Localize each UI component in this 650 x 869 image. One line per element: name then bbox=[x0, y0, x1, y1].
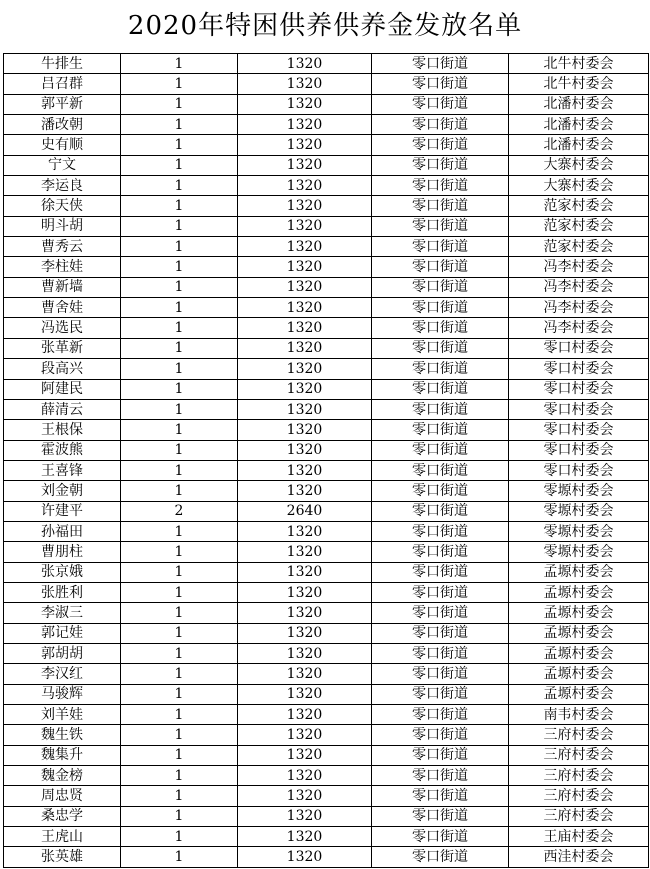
count-cell: 1 bbox=[121, 318, 238, 338]
table-row bbox=[4, 705, 649, 725]
street-cell: 零口街道 bbox=[372, 603, 509, 623]
street-cell: 零口街道 bbox=[372, 176, 509, 196]
name-cell: 明斗胡 bbox=[4, 216, 121, 236]
name-cell: 史有顺 bbox=[4, 135, 121, 155]
count-cell: 1 bbox=[121, 135, 238, 155]
village-cell: 冯李村委会 bbox=[509, 277, 649, 297]
street-cell: 零口街道 bbox=[372, 298, 509, 318]
street-cell: 零口街道 bbox=[372, 74, 509, 94]
recipient-table bbox=[3, 53, 649, 868]
village-cell: 北潘村委会 bbox=[509, 94, 649, 114]
name-cell: 段高兴 bbox=[4, 359, 121, 379]
village-cell: 零口村委会 bbox=[509, 420, 649, 440]
amount-cell: 1320 bbox=[238, 176, 372, 196]
count-cell: 1 bbox=[121, 440, 238, 460]
street-cell: 零口街道 bbox=[372, 196, 509, 216]
name-cell: 张革新 bbox=[4, 338, 121, 358]
street-cell: 零口街道 bbox=[372, 766, 509, 786]
table-row bbox=[4, 94, 649, 114]
amount-cell: 1320 bbox=[238, 827, 372, 847]
street-cell: 零口街道 bbox=[372, 440, 509, 460]
name-cell: 郭记娃 bbox=[4, 623, 121, 643]
count-cell: 1 bbox=[121, 115, 238, 135]
table-row bbox=[4, 582, 649, 602]
table-row bbox=[4, 745, 649, 765]
page-title: 2020年特困供养供养金发放名单 bbox=[127, 11, 523, 41]
table-row bbox=[4, 338, 649, 358]
table-row bbox=[4, 420, 649, 440]
count-cell: 1 bbox=[121, 338, 238, 358]
name-cell: 张胜利 bbox=[4, 582, 121, 602]
village-cell: 冯李村委会 bbox=[509, 257, 649, 277]
table-row bbox=[4, 176, 649, 196]
street-cell: 零口街道 bbox=[372, 155, 509, 175]
amount-cell: 1320 bbox=[238, 135, 372, 155]
count-cell: 1 bbox=[121, 562, 238, 582]
amount-cell: 1320 bbox=[238, 257, 372, 277]
village-cell: 零口村委会 bbox=[509, 379, 649, 399]
amount-cell: 1320 bbox=[238, 460, 372, 480]
street-cell: 零口街道 bbox=[372, 94, 509, 114]
village-cell: 冯李村委会 bbox=[509, 318, 649, 338]
name-cell: 宁文 bbox=[4, 155, 121, 175]
village-cell: 范家村委会 bbox=[509, 216, 649, 236]
name-cell: 魏金榜 bbox=[4, 766, 121, 786]
street-cell: 零口街道 bbox=[372, 725, 509, 745]
count-cell: 1 bbox=[121, 298, 238, 318]
table-row bbox=[4, 399, 649, 419]
name-cell: 魏集升 bbox=[4, 745, 121, 765]
name-cell: 李汉红 bbox=[4, 664, 121, 684]
table-row bbox=[4, 257, 649, 277]
count-cell: 1 bbox=[121, 664, 238, 684]
village-cell: 王庙村委会 bbox=[509, 827, 649, 847]
count-cell: 1 bbox=[121, 582, 238, 602]
village-cell: 零塬村委会 bbox=[509, 481, 649, 501]
name-cell: 马骏辉 bbox=[4, 684, 121, 704]
village-cell: 大寨村委会 bbox=[509, 176, 649, 196]
street-cell: 零口街道 bbox=[372, 216, 509, 236]
village-cell: 三府村委会 bbox=[509, 806, 649, 826]
amount-cell: 1320 bbox=[238, 521, 372, 541]
count-cell: 1 bbox=[121, 542, 238, 562]
village-cell: 三府村委会 bbox=[509, 786, 649, 806]
street-cell: 零口街道 bbox=[372, 501, 509, 521]
count-cell: 1 bbox=[121, 806, 238, 826]
street-cell: 零口街道 bbox=[372, 705, 509, 725]
amount-cell: 1320 bbox=[238, 766, 372, 786]
amount-cell: 1320 bbox=[238, 237, 372, 257]
amount-cell: 1320 bbox=[238, 440, 372, 460]
table-row bbox=[4, 623, 649, 643]
street-cell: 零口街道 bbox=[372, 135, 509, 155]
count-cell: 2 bbox=[121, 501, 238, 521]
table-row bbox=[4, 298, 649, 318]
village-cell: 范家村委会 bbox=[509, 237, 649, 257]
village-cell: 零口村委会 bbox=[509, 359, 649, 379]
table-row bbox=[4, 460, 649, 480]
recipient-table-body bbox=[4, 54, 649, 868]
count-cell: 1 bbox=[121, 257, 238, 277]
village-cell: 孟塬村委会 bbox=[509, 562, 649, 582]
name-cell: 吕召群 bbox=[4, 74, 121, 94]
amount-cell: 1320 bbox=[238, 562, 372, 582]
table-row bbox=[4, 562, 649, 582]
amount-cell: 1320 bbox=[238, 399, 372, 419]
village-cell: 北牛村委会 bbox=[509, 74, 649, 94]
count-cell: 1 bbox=[121, 237, 238, 257]
name-cell: 周忠贤 bbox=[4, 786, 121, 806]
name-cell: 薛清云 bbox=[4, 399, 121, 419]
street-cell: 零口街道 bbox=[372, 420, 509, 440]
count-cell: 1 bbox=[121, 481, 238, 501]
village-cell: 北潘村委会 bbox=[509, 135, 649, 155]
name-cell: 李柱娃 bbox=[4, 257, 121, 277]
table-row bbox=[4, 521, 649, 541]
village-cell: 零塬村委会 bbox=[509, 501, 649, 521]
count-cell: 1 bbox=[121, 786, 238, 806]
count-cell: 1 bbox=[121, 521, 238, 541]
count-cell: 1 bbox=[121, 847, 238, 867]
table-row bbox=[4, 115, 649, 135]
amount-cell: 1320 bbox=[238, 603, 372, 623]
count-cell: 1 bbox=[121, 196, 238, 216]
amount-cell: 1320 bbox=[238, 582, 372, 602]
name-cell: 刘金朝 bbox=[4, 481, 121, 501]
street-cell: 零口街道 bbox=[372, 582, 509, 602]
table-row bbox=[4, 827, 649, 847]
table-row bbox=[4, 216, 649, 236]
street-cell: 零口街道 bbox=[372, 664, 509, 684]
street-cell: 零口街道 bbox=[372, 379, 509, 399]
village-cell: 零口村委会 bbox=[509, 338, 649, 358]
village-cell: 孟塬村委会 bbox=[509, 582, 649, 602]
village-cell: 大寨村委会 bbox=[509, 155, 649, 175]
street-cell: 零口街道 bbox=[372, 481, 509, 501]
amount-cell: 1320 bbox=[238, 196, 372, 216]
name-cell: 李淑三 bbox=[4, 603, 121, 623]
village-cell: 孟塬村委会 bbox=[509, 684, 649, 704]
table-row bbox=[4, 135, 649, 155]
count-cell: 1 bbox=[121, 399, 238, 419]
street-cell: 零口街道 bbox=[372, 54, 509, 74]
name-cell: 曹秀云 bbox=[4, 237, 121, 257]
table-row bbox=[4, 54, 649, 74]
amount-cell: 1320 bbox=[238, 54, 372, 74]
village-cell: 三府村委会 bbox=[509, 745, 649, 765]
amount-cell: 1320 bbox=[238, 705, 372, 725]
amount-cell: 1320 bbox=[238, 338, 372, 358]
count-cell: 1 bbox=[121, 766, 238, 786]
village-cell: 孟塬村委会 bbox=[509, 664, 649, 684]
street-cell: 零口街道 bbox=[372, 399, 509, 419]
amount-cell: 1320 bbox=[238, 155, 372, 175]
table-row bbox=[4, 766, 649, 786]
table-row bbox=[4, 603, 649, 623]
name-cell: 李运良 bbox=[4, 176, 121, 196]
name-cell: 孙福田 bbox=[4, 521, 121, 541]
street-cell: 零口街道 bbox=[372, 542, 509, 562]
table-row bbox=[4, 196, 649, 216]
name-cell: 桑忠学 bbox=[4, 806, 121, 826]
name-cell: 潘改朝 bbox=[4, 115, 121, 135]
village-cell: 孟塬村委会 bbox=[509, 643, 649, 663]
street-cell: 零口街道 bbox=[372, 359, 509, 379]
street-cell: 零口街道 bbox=[372, 684, 509, 704]
village-cell: 孟塬村委会 bbox=[509, 603, 649, 623]
count-cell: 1 bbox=[121, 94, 238, 114]
count-cell: 1 bbox=[121, 705, 238, 725]
count-cell: 1 bbox=[121, 684, 238, 704]
name-cell: 魏生铁 bbox=[4, 725, 121, 745]
name-cell: 曹新墙 bbox=[4, 277, 121, 297]
amount-cell: 2640 bbox=[238, 501, 372, 521]
village-cell: 孟塬村委会 bbox=[509, 623, 649, 643]
street-cell: 零口街道 bbox=[372, 460, 509, 480]
amount-cell: 1320 bbox=[238, 74, 372, 94]
amount-cell: 1320 bbox=[238, 684, 372, 704]
amount-cell: 1320 bbox=[238, 643, 372, 663]
name-cell: 郭平新 bbox=[4, 94, 121, 114]
amount-cell: 1320 bbox=[238, 420, 372, 440]
table-row bbox=[4, 501, 649, 521]
name-cell: 张京娥 bbox=[4, 562, 121, 582]
street-cell: 零口街道 bbox=[372, 115, 509, 135]
table-row bbox=[4, 318, 649, 338]
table-row bbox=[4, 379, 649, 399]
street-cell: 零口街道 bbox=[372, 806, 509, 826]
count-cell: 1 bbox=[121, 827, 238, 847]
count-cell: 1 bbox=[121, 643, 238, 663]
amount-cell: 1320 bbox=[238, 216, 372, 236]
count-cell: 1 bbox=[121, 54, 238, 74]
village-cell: 三府村委会 bbox=[509, 725, 649, 745]
amount-cell: 1320 bbox=[238, 745, 372, 765]
street-cell: 零口街道 bbox=[372, 847, 509, 867]
amount-cell: 1320 bbox=[238, 786, 372, 806]
name-cell: 张英雄 bbox=[4, 847, 121, 867]
street-cell: 零口街道 bbox=[372, 318, 509, 338]
street-cell: 零口街道 bbox=[372, 521, 509, 541]
count-cell: 1 bbox=[121, 420, 238, 440]
table-row bbox=[4, 481, 649, 501]
village-cell: 南韦村委会 bbox=[509, 705, 649, 725]
count-cell: 1 bbox=[121, 216, 238, 236]
amount-cell: 1320 bbox=[238, 542, 372, 562]
street-cell: 零口街道 bbox=[372, 827, 509, 847]
street-cell: 零口街道 bbox=[372, 745, 509, 765]
village-cell: 北潘村委会 bbox=[509, 115, 649, 135]
street-cell: 零口街道 bbox=[372, 643, 509, 663]
village-cell: 零口村委会 bbox=[509, 440, 649, 460]
table-row bbox=[4, 74, 649, 94]
amount-cell: 1320 bbox=[238, 94, 372, 114]
count-cell: 1 bbox=[121, 176, 238, 196]
amount-cell: 1320 bbox=[238, 725, 372, 745]
amount-cell: 1320 bbox=[238, 298, 372, 318]
village-cell: 冯李村委会 bbox=[509, 298, 649, 318]
count-cell: 1 bbox=[121, 725, 238, 745]
table-row bbox=[4, 725, 649, 745]
amount-cell: 1320 bbox=[238, 359, 372, 379]
table-row bbox=[4, 237, 649, 257]
amount-cell: 1320 bbox=[238, 847, 372, 867]
village-cell: 北牛村委会 bbox=[509, 54, 649, 74]
name-cell: 王喜锋 bbox=[4, 460, 121, 480]
street-cell: 零口街道 bbox=[372, 338, 509, 358]
amount-cell: 1320 bbox=[238, 623, 372, 643]
amount-cell: 1320 bbox=[238, 481, 372, 501]
amount-cell: 1320 bbox=[238, 379, 372, 399]
count-cell: 1 bbox=[121, 623, 238, 643]
count-cell: 1 bbox=[121, 359, 238, 379]
name-cell: 王根保 bbox=[4, 420, 121, 440]
name-cell: 曹朋柱 bbox=[4, 542, 121, 562]
amount-cell: 1320 bbox=[238, 806, 372, 826]
count-cell: 1 bbox=[121, 74, 238, 94]
name-cell: 曹舍娃 bbox=[4, 298, 121, 318]
village-cell: 零塬村委会 bbox=[509, 521, 649, 541]
table-row bbox=[4, 359, 649, 379]
name-cell: 阿建民 bbox=[4, 379, 121, 399]
name-cell: 霍波熊 bbox=[4, 440, 121, 460]
village-cell: 零口村委会 bbox=[509, 399, 649, 419]
street-cell: 零口街道 bbox=[372, 257, 509, 277]
name-cell: 刘羊娃 bbox=[4, 705, 121, 725]
count-cell: 1 bbox=[121, 460, 238, 480]
table-row bbox=[4, 847, 649, 867]
village-cell: 西洼村委会 bbox=[509, 847, 649, 867]
table-row bbox=[4, 542, 649, 562]
name-cell: 王虎山 bbox=[4, 827, 121, 847]
table-row bbox=[4, 786, 649, 806]
table-row bbox=[4, 664, 649, 684]
village-cell: 零口村委会 bbox=[509, 460, 649, 480]
name-cell: 徐天侠 bbox=[4, 196, 121, 216]
street-cell: 零口街道 bbox=[372, 277, 509, 297]
village-cell: 零塬村委会 bbox=[509, 542, 649, 562]
table-row bbox=[4, 684, 649, 704]
count-cell: 1 bbox=[121, 603, 238, 623]
table-row bbox=[4, 643, 649, 663]
amount-cell: 1320 bbox=[238, 277, 372, 297]
count-cell: 1 bbox=[121, 155, 238, 175]
table-row bbox=[4, 440, 649, 460]
amount-cell: 1320 bbox=[238, 664, 372, 684]
table-row bbox=[4, 277, 649, 297]
street-cell: 零口街道 bbox=[372, 562, 509, 582]
village-cell: 三府村委会 bbox=[509, 766, 649, 786]
name-cell: 许建平 bbox=[4, 501, 121, 521]
name-cell: 冯选民 bbox=[4, 318, 121, 338]
street-cell: 零口街道 bbox=[372, 237, 509, 257]
name-cell: 牛排生 bbox=[4, 54, 121, 74]
table-row bbox=[4, 806, 649, 826]
count-cell: 1 bbox=[121, 379, 238, 399]
count-cell: 1 bbox=[121, 745, 238, 765]
name-cell: 郭胡胡 bbox=[4, 643, 121, 663]
street-cell: 零口街道 bbox=[372, 623, 509, 643]
amount-cell: 1320 bbox=[238, 115, 372, 135]
street-cell: 零口街道 bbox=[372, 786, 509, 806]
table-row bbox=[4, 155, 649, 175]
count-cell: 1 bbox=[121, 277, 238, 297]
amount-cell: 1320 bbox=[238, 318, 372, 338]
village-cell: 范家村委会 bbox=[509, 196, 649, 216]
